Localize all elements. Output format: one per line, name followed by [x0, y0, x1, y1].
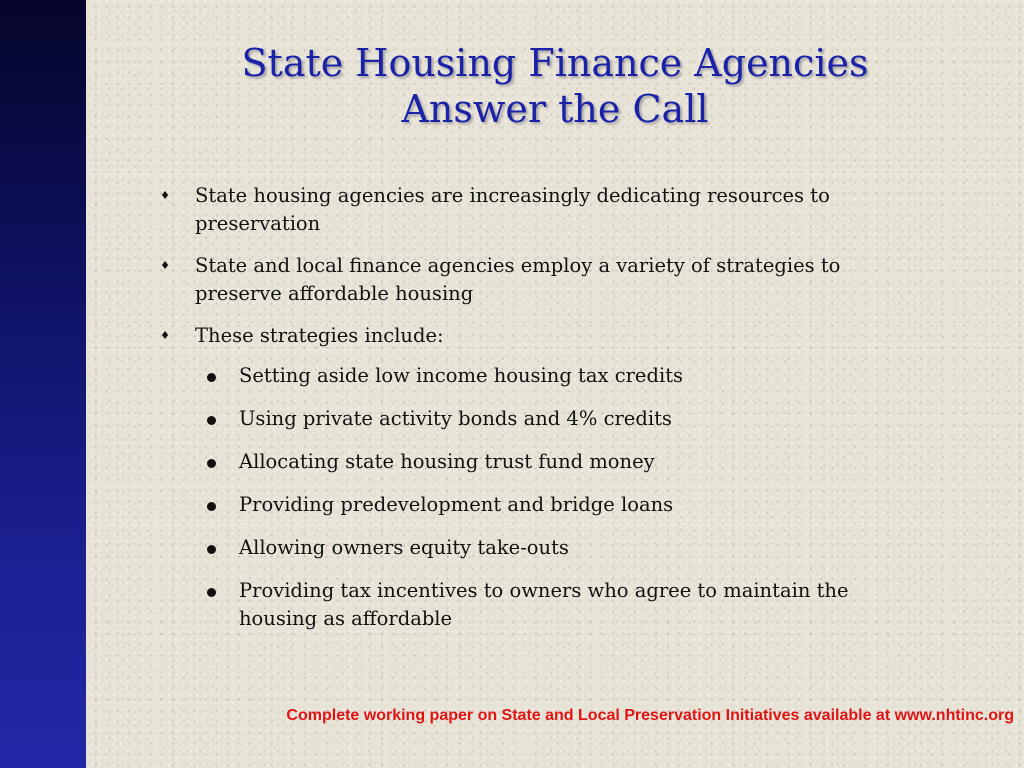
dot-bullet-icon	[207, 588, 216, 597]
sub-bullet-text: Using private activity bonds and 4% credits	[239, 407, 672, 430]
sub-bullet-text: Providing predevelopment and bridge loans	[239, 493, 674, 516]
dot-bullet-icon	[207, 416, 216, 425]
sub-bullet-text: Setting aside low income housing tax credits	[239, 364, 684, 387]
bullet-text: State and local finance agencies employ a variety of strategies to preserve affordable housing	[195, 254, 841, 305]
slide-title-line-2: Answer the Call	[401, 87, 709, 131]
sub-bullet-list	[155, 362, 925, 633]
slide-body	[155, 182, 925, 648]
slide-title-line-1: State Housing Finance Agencies	[241, 41, 869, 85]
sub-bullet-item	[155, 534, 925, 562]
sub-bullet-item	[155, 448, 925, 476]
sub-bullet-item	[155, 577, 925, 633]
left-accent-bar	[0, 0, 86, 768]
diamond-bullet-icon: ♦	[160, 329, 170, 342]
slide-title	[86, 40, 1024, 132]
sub-bullet-text: Allocating state housing trust fund money	[239, 450, 655, 473]
dot-bullet-icon	[207, 373, 216, 382]
bullet-item	[155, 182, 925, 238]
bullet-text: These strategies include:	[195, 324, 444, 347]
background-grid-line	[86, 174, 1024, 175]
sub-bullet-text: Allowing owners equity take-outs	[239, 536, 569, 559]
sub-bullet-text: Providing tax incentives to owners who agree to maintain the housing as affordable	[239, 579, 849, 630]
sub-bullet-item	[155, 362, 925, 390]
dot-bullet-icon	[207, 459, 216, 468]
dot-bullet-icon	[207, 545, 216, 554]
sub-bullet-item	[155, 491, 925, 519]
diamond-bullet-icon: ♦	[160, 189, 170, 202]
sub-bullet-item	[155, 405, 925, 433]
bullet-item	[155, 322, 925, 350]
bullet-item	[155, 252, 925, 308]
footer-note: Complete working paper on State and Local Preservation Initiatives available at www.nhtinc.org	[286, 707, 1014, 724]
diamond-bullet-icon: ♦	[160, 259, 170, 272]
dot-bullet-icon	[207, 502, 216, 511]
bullet-text: State housing agencies are increasingly dedicating resources to preservation	[195, 184, 830, 235]
